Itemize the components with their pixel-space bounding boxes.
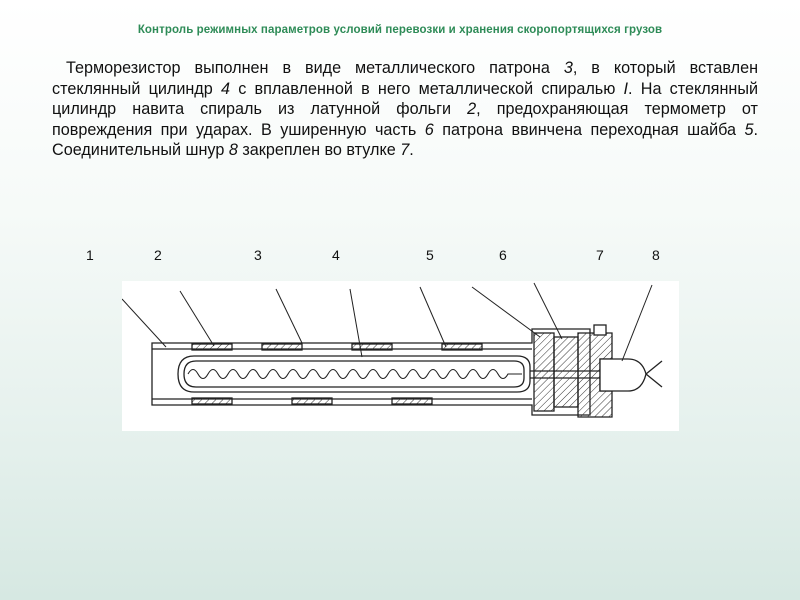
wide-part — [554, 337, 578, 407]
thermoresistor-svg — [122, 281, 679, 431]
label-6: 6 — [499, 247, 507, 263]
figure-labels — [0, 247, 800, 267]
label-5: 5 — [426, 247, 434, 263]
page-title: Контроль режимных параметров условий перевозки и хранения скоропортящихся грузов — [137, 24, 663, 36]
description-paragraph: Терморезистор выполнен в виде металлического патрона 3, в который вставлен стеклянный цилиндр 4 с вплавленной в него металлической спиралью I. На стеклянный цилиндр навита спираль из латунной фольги 2, предохраняющая термометр от повреждения при ударах. В уширенную часть 6 патрона ввинчена переходная шайба 5. Соединительный шнур 8 закреплен во втулке 7. — [52, 59, 759, 160]
label-1: 1 — [86, 247, 94, 263]
label-7: 7 — [596, 247, 604, 263]
label-3: 3 — [254, 247, 262, 263]
cord-plug — [600, 359, 646, 391]
label-8: 8 — [652, 247, 660, 263]
thermoresistor-drawing — [122, 281, 679, 431]
metal-spiral — [188, 370, 522, 379]
label-2: 2 — [154, 247, 162, 263]
adapter-washer — [534, 333, 554, 411]
label-4: 4 — [332, 247, 340, 263]
